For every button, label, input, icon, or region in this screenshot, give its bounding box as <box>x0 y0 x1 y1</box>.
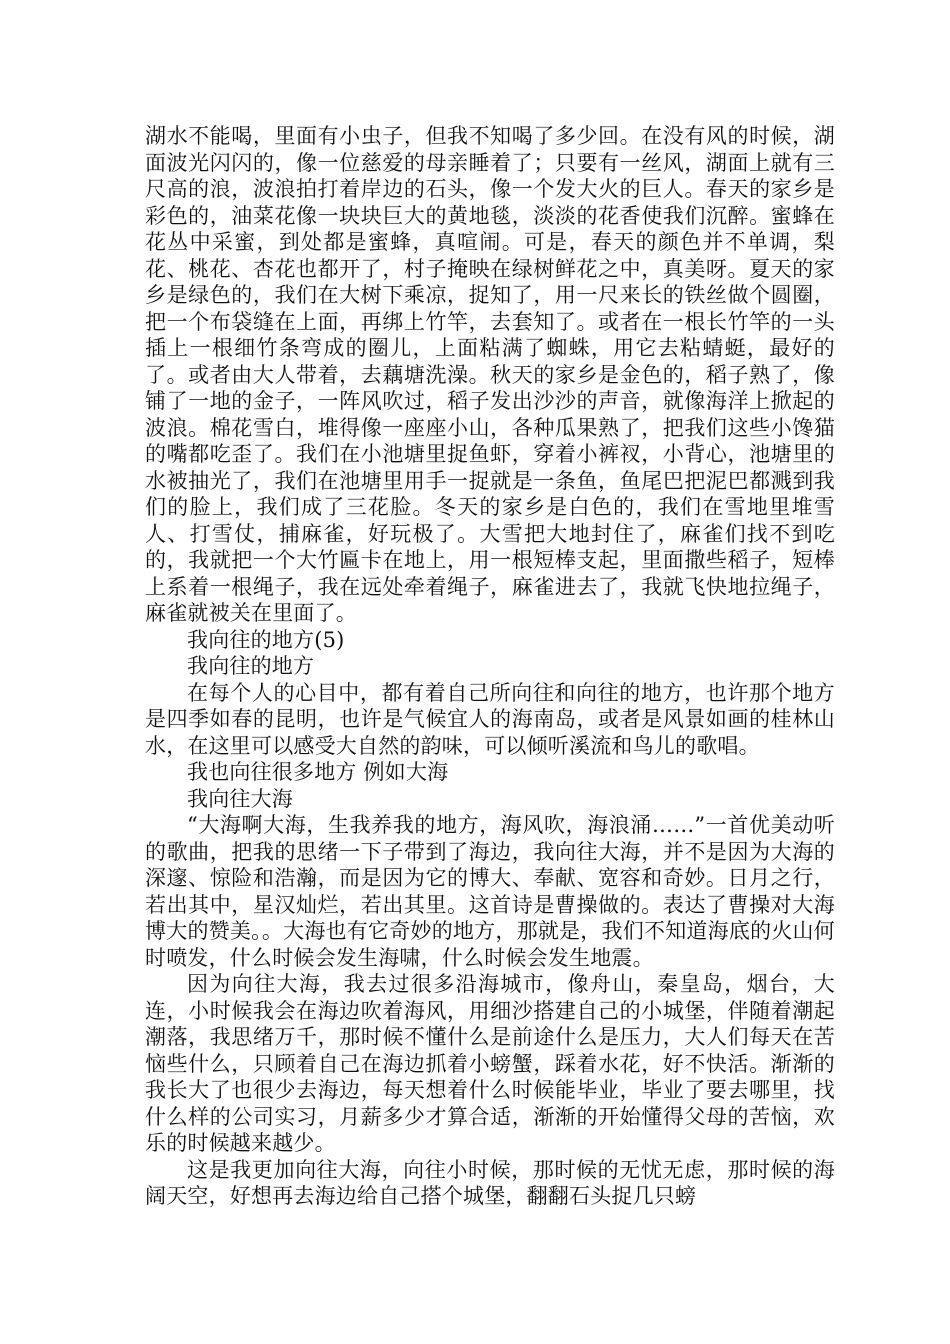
paragraph-many-places: 我也向往很多地方 例如大海 <box>187 760 449 784</box>
paragraph-childhood: 这是我更加向往大海，向往小时候，那时候的无忧无虑，那时候的海阔天空，好想再去海边给自己搭个城堡，翻翻石头捉几只螃 <box>145 1157 835 1208</box>
paragraph-coastal-cities: 因为向往大海，我去过很多沿海城市，像舟山，秦皇岛，烟台，大连，小时候我会在海边吹着海风，用细沙搭建自己的小城堡，伴随着潮起潮落，我思绪万千，那时候不懂什么是前途什么是压力，大人们每天在苦恼些什么，只顾着自己在海边抓着小螃蟹，踩着水花，好不快活。渐渐的我长大了也很少去海边，每天想着什么时候能毕业，毕业了要去哪里，找什么样的公司实习，月薪多少才算合适，渐渐的开始懂得父母的苦恼，欢乐的时候越来越少。 <box>145 972 835 1155</box>
paragraph-intro: 在每个人的心目中，都有着自己所向往和向往的地方，也许那个地方是四季如春的昆明，也许是气候宜人的海南岛，或者是风景如画的桂林山水，在这里可以感受大自然的韵味，可以倾听溪流和鸟儿的歌唱。 <box>145 680 835 758</box>
paragraph-sea-song: “大海啊大海，生我养我的地方，海风吹，海浪涌……”一首优美动听的歌曲，把我的思绪一下子带到了海边，我向往大海，并不是因为大海的深邃、惊险和浩瀚，而是因为它的博大、奉献、宽容和奇妙。日月之行，若出其中，星汉灿烂，若出其里。这首诗是曹操做的。表达了曹操对大海博大的赞美。。大海也有它奇妙的地方，那就是，我们不知道海底的火山何时喷发，什么时候会发生海啸，什么时候会发生地震。 <box>145 813 835 970</box>
document-body <box>145 123 835 1210</box>
section-heading-sea: 我向往大海 <box>187 786 293 811</box>
essay-title: 我向往的地方 <box>187 654 315 678</box>
essay-title-with-number: 我向往的地方(5) <box>187 627 345 652</box>
paragraph-hometown-seasons: 湖水不能喝，里面有小虫子，但我不知喝了多少回。在没有风的时候，湖面波光闪闪的，像一位慈爱的母亲睡着了；只要有一丝风，湖面上就有三尺高的浪，波浪拍打着岸边的石头，像一个发大火的巨人。春天的家乡是彩色的，油菜花像一块块巨大的黄地毯，淡淡的花香使我们沉醉。蜜蜂在花丛中采蜜，到处都是蜜蜂，真喧闹。可是，春天的颜色并不单调，梨花、桃花、杏花也都开了，村子掩映在绿树鲜花之中，真美呀。夏天的家乡是绿色的，我们在大树下乘凉，捉知了，用一尺来长的铁丝做个圆圈，把一个布袋缝在上面，再绑上竹竿，去套知了。或者在一根长竹竿的一头插上一根细竹条弯成的圈儿，上面粘满了蜘蛛，用它去粘蜻蜓，最好的了。或者由大人带着，去藕塘洗澡。秋天的家乡是金色的，稻子熟了，像铺了一地的金子，一阵风吹过，稻子发出沙沙的声音，就像海洋上掀起的波浪。棉花雪白，堆得像一座座小山，各种瓜果熟了，把我们这些小馋猫的嘴都吃歪了。我们在小池塘里捉鱼虾，穿着小裤衩，小背心，池塘里的水被抽光了，我们在池塘里用手一捉就是一条鱼，鱼尾巴把泥巴都溅到我们的脸上，我们成了三花脸。冬天的家乡是白色的，我们在雪地里堆雪人、打雪仗，捕麻雀，好玩极了。大雪把大地封住了，麻雀们找不到吃的，我就把一个大竹匾卡在地上，用一根短棒支起，里面撒些稻子，短棒上系着一根绳子，我在远处牵着绳子，麻雀进去了，我就飞快地拉绳子，麻雀就被关在里面了。 <box>145 124 835 625</box>
